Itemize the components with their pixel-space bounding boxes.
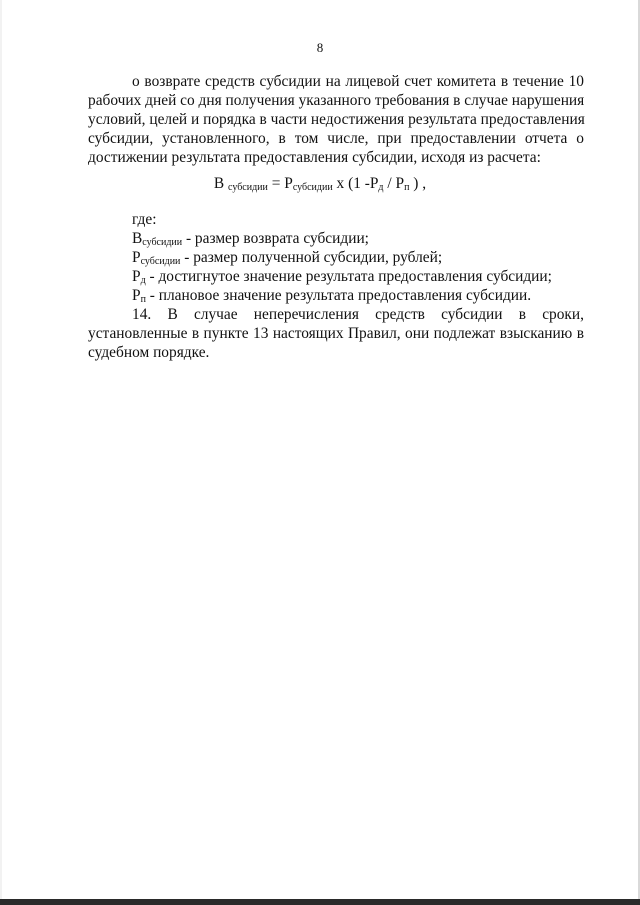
page-number: 8 xyxy=(316,40,324,55)
definition-text: - размер полученной субсидии, рублей; xyxy=(180,249,443,266)
formula-multiply: х (1 - xyxy=(332,175,370,192)
definition-text: - плановое значение результата предоставления субсидии. xyxy=(145,287,532,304)
definitions-where: где: xyxy=(132,211,157,228)
paragraph-line: 14. В случае неперечисления средств субсидии в сроки, xyxy=(132,306,584,323)
definition-subscript: д xyxy=(140,275,146,286)
definition-subscript: субсидии xyxy=(140,256,181,267)
paragraph-line: установленные в пункте 13 настоящих Правил, они подлежат взысканию в xyxy=(88,325,584,342)
refund-formula xyxy=(0,174,640,198)
paragraph-line: рабочих дней со дня получения указанного требования в случае нарушения xyxy=(88,92,585,109)
formula-pp: Р xyxy=(395,175,405,192)
formula-v-subscript: субсидии xyxy=(228,182,268,193)
paragraph-return-of-subsidy xyxy=(88,72,584,167)
formula-equals: = xyxy=(267,175,285,192)
paragraph-line: судебном порядке. xyxy=(88,344,210,361)
formula-p-subscript: субсидии xyxy=(292,182,333,193)
definition-symbol: Р xyxy=(132,287,141,304)
formula-v: В xyxy=(213,175,225,192)
formula-slash: / xyxy=(383,175,396,192)
definition-text: - достигнутое значение результата предоставления субсидии; xyxy=(145,268,552,285)
scan-bottom-edge xyxy=(0,899,640,905)
paragraph-line: субсидии, установленного, в том числе, при предоставлении отчета о xyxy=(88,130,584,147)
paragraph-line: достижении результата предоставления субсидии, исходя из расчета: xyxy=(88,149,541,166)
formula-p: Р xyxy=(284,175,293,192)
definition-subscript: субсидии xyxy=(142,237,183,248)
definition-symbol: В xyxy=(132,230,143,247)
paragraph-14 xyxy=(88,305,584,362)
formula-pp-subscript: п xyxy=(404,182,410,193)
formula-tail: ) , xyxy=(409,175,427,192)
scan-left-edge xyxy=(0,0,2,905)
definition-symbol: Р xyxy=(132,249,141,266)
definition-text: - размер возврата субсидии; xyxy=(182,230,369,247)
paragraph-line: условий, целей и порядка в части недостижения результата предоставления xyxy=(88,111,585,128)
formula-pd: Р xyxy=(369,175,379,192)
paragraph-line: о возврате средств субсидии на лицевой счет комитета в течение 10 xyxy=(132,73,584,90)
definition-symbol: Р xyxy=(132,268,141,285)
formula-pd-subscript: д xyxy=(378,182,384,193)
definition-subscript: п xyxy=(140,294,146,305)
